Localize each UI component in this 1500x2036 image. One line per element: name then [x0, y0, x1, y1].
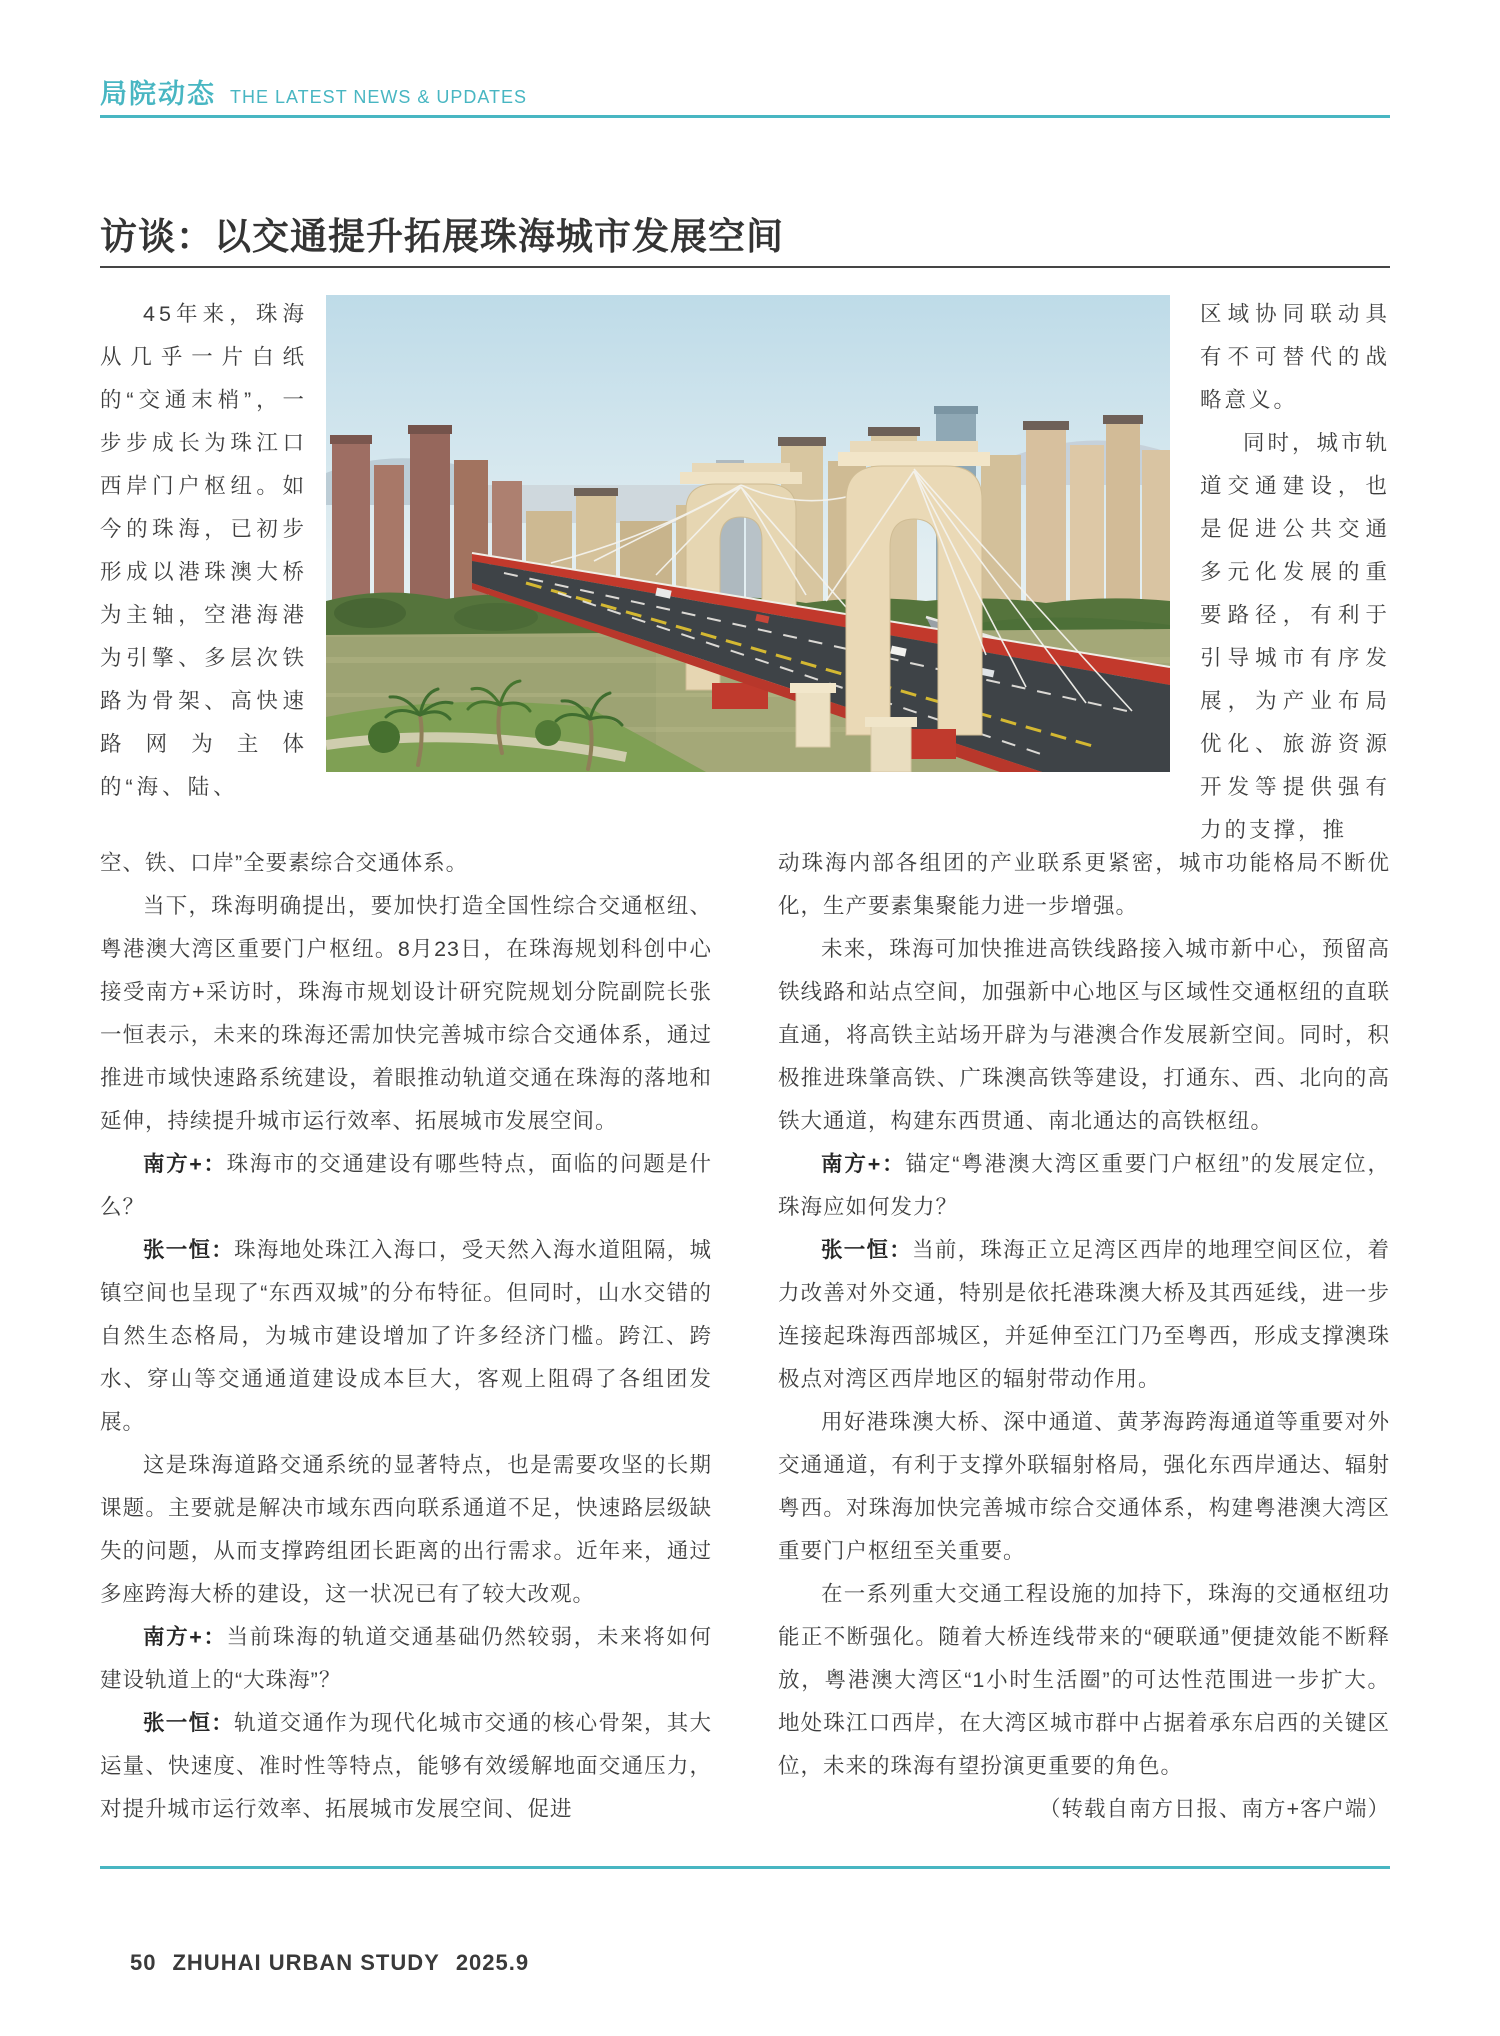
paragraph-text: 空、铁、口岸”全要素综合交通体系。: [100, 851, 469, 875]
journal-name: ZHUHAI URBAN STUDY: [172, 1950, 440, 1975]
paragraph-text: 当前珠海的轨道交通基础仍然较弱，未来将如何建设轨道上的“大珠海”？: [100, 1625, 712, 1692]
left-wrap-column: [100, 293, 308, 809]
paragraph-text: 珠海市的交通建设有哪些特点，面临的问题是什么？: [100, 1152, 712, 1219]
page-number: 50: [130, 1950, 157, 1975]
interviewer-label: 南方+：: [143, 1152, 227, 1176]
paragraph: [100, 1702, 712, 1831]
paragraph-text: 轨道交通作为现代化城市交通的核心骨架，其大运量、快速度、准时性等特点，能够有效缓解地面交通压力，对提升城市运行效率、拓展城市发展空间、促进: [100, 1711, 712, 1821]
page-footer: [130, 1950, 529, 1976]
speaker-label: 张一恒：: [143, 1238, 235, 1262]
paragraph: [100, 1444, 712, 1616]
paragraph: 45年来，珠海从几乎一片白纸的“交通末梢”，一步步成长为珠江口西岸门户枢纽。如今的珠海，已初步形成以港珠澳大桥为主轴，空港海港为引擎、多层次铁路为骨架、高快速路网为主体的“海、陆、: [100, 302, 308, 799]
right-wrap-column: [1200, 293, 1390, 852]
paragraph-text: 锚定“粤港澳大湾区重要门户枢纽”的发展定位，珠海应如何发力？: [778, 1152, 1390, 1219]
right-column: [778, 842, 1390, 1831]
title-rule: [100, 266, 1390, 268]
bridge-illustration: [326, 295, 1170, 772]
paragraph: 区域协同联动具有不可替代的战略意义。: [1200, 302, 1390, 412]
bottom-rule: [100, 1866, 1390, 1869]
interviewer-label: 南方+：: [143, 1625, 227, 1649]
paragraph: [100, 885, 712, 1143]
left-column: [100, 842, 712, 1831]
paragraph-text: 这是珠海道路交通系统的显著特点，也是需要攻坚的长期课题。主要就是解决市域东西向联系通道不足，快速路层级缺失的问题，从而支撑跨组团长距离的出行需求。近年来，通过多座跨海大桥的建设，这一状况已有了较大改观。: [100, 1453, 712, 1606]
paragraph: 同时，城市轨道交通建设，也是促进公共交通多元化发展的重要路径，有利于引导城市有序发展，为产业布局优化、旅游资源开发等提供强有力的支撑，推: [1200, 431, 1391, 842]
paragraph: [778, 842, 1390, 928]
speaker-label: 张一恒：: [821, 1238, 913, 1262]
paragraph: [778, 1229, 1390, 1401]
bridge-aerial-photo: [326, 295, 1170, 772]
header-rule: [100, 115, 1390, 118]
paragraph-text: 珠海地处珠江入海口，受天然入海水道阻隔，城镇空间也呈现了“东西双城”的分布特征。但同时，山水交错的自然生态格局，为城市建设增加了许多经济门槛。跨江、跨水、穿山等交通通道建设成本巨大，客观上阻碍了各组团发展。: [100, 1238, 712, 1434]
paragraph-text: 动珠海内部各组团的产业联系更紧密，城市功能格局不断优化，生产要素集聚能力进一步增强。: [778, 851, 1390, 918]
paragraph-text: 在一系列重大交通工程设施的加持下，珠海的交通枢纽功能正不断强化。随着大桥连线带来的“硬联通”便捷效能不断释放，粤港澳大湾区“1小时生活圈”的可达性范围进一步扩大。地处珠江口西岸，在大湾区城市群中占据着承东启西的关键区位，未来的珠海有望扮演更重要的角色。: [778, 1582, 1390, 1778]
section-title: 局院动态: [100, 79, 216, 109]
paragraph: [778, 928, 1390, 1143]
paragraph-text: 用好港珠澳大桥、深中通道、黄茅海跨海通道等重要对外交通通道，有利于支撑外联辐射格局，强化东西岸通达、辐射粤西。对珠海加快完善城市综合交通体系，构建粤港澳大湾区重要门户枢纽至关重要。: [778, 1410, 1390, 1563]
page-header: [100, 72, 527, 111]
paragraph: [100, 842, 712, 885]
paragraph: [778, 1143, 1390, 1229]
interviewer-label: 南方+：: [821, 1152, 906, 1176]
paragraph: [778, 1401, 1390, 1573]
issue-date: 2025.9: [455, 1950, 530, 1975]
paragraph-text: 当下，珠海明确提出，要加快打造全国性综合交通枢纽、粤港澳大湾区重要门户枢纽。8月23日，在珠海规划科创中心接受南方+采访时，珠海市规划设计研究院规划分院副院长张一恒表示，未来的珠海还需加快完善城市综合交通体系，通过推进市域快速路系统建设，着眼推动轨道交通在珠海的落地和延伸，持续提升城市运行效率、拓展城市发展空间。: [100, 894, 712, 1133]
speaker-label: 张一恒：: [143, 1711, 235, 1735]
paragraph-text: 当前，珠海正立足湾区西岸的地理空间区位，着力改善对外交通，特别是依托港珠澳大桥及其西延线，进一步连接起珠海西部城区，并延伸至江门乃至粤西，形成支撑澳珠极点对湾区西岸地区的辐射带动作用。: [778, 1238, 1390, 1391]
paragraph: [100, 1229, 712, 1444]
paragraph: [778, 1573, 1390, 1788]
article-title: 访谈：以交通提升拓展珠海城市发展空间: [100, 216, 784, 257]
source-credit: （转载自南方日报、南方+客户端）: [1038, 1797, 1390, 1821]
paragraph: [100, 1143, 712, 1229]
paragraph-text: 未来，珠海可加快推进高铁线路接入城市新中心，预留高铁线路和站点空间，加强新中心地区与区域性交通枢纽的直联直通，将高铁主站场开辟为与港澳合作发展新空间。同时，积极推进珠肇高铁、广珠澳高铁等建设，打通东、西、北向的高铁大通道，构建东西贯通、南北通达的高铁枢纽。: [778, 937, 1390, 1133]
section-subtitle: THE LATEST NEWS & UPDATES: [230, 87, 528, 107]
paragraph: [100, 1616, 712, 1702]
